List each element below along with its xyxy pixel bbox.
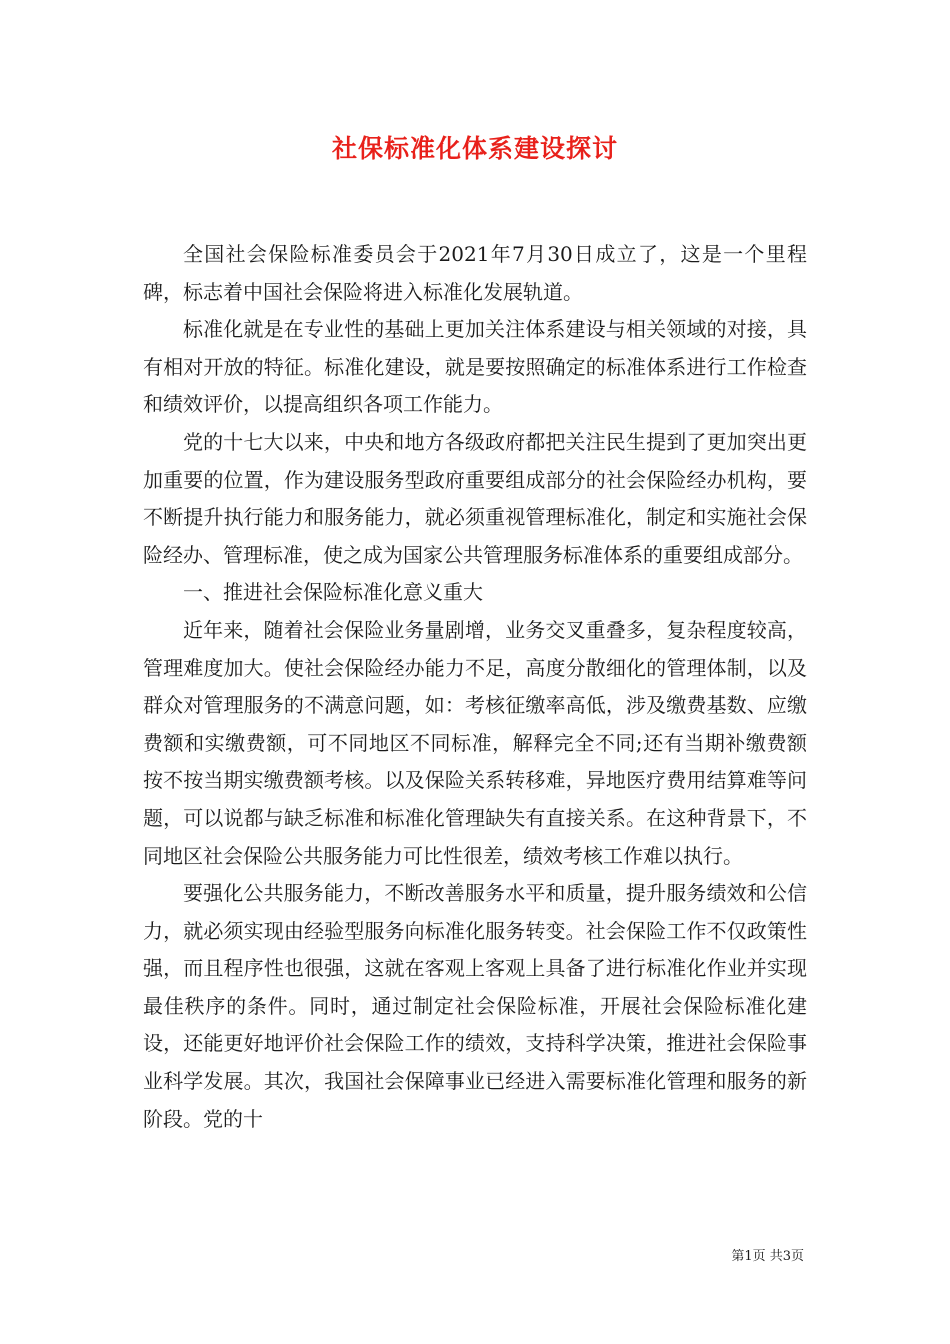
document-title: 社保标准化体系建设探讨 [331, 134, 618, 163]
paragraph: 近年来，随着社会保险业务量剧增，业务交叉重叠多，复杂程度较高，管理难度加大。使社会保险经办能力不足，高度分散细化的管理体制，以及群众对管理服务的不满意问题，如：考核征缴率高低，涉及缴费基数、应缴费额和实缴费额，可不同地区不同标准，解释完全不同;还有当期补缴费额按不按当期实缴费额考核。以及保险关系转移难，异地医疗费用结算难等问题，可以说都与缺乏标准和标准化管理缺失有直接关系。在这种背景下，不同地区社会保险公共服务能力可比性很差，绩效考核工作难以执行。 [143, 617, 807, 868]
section-heading: 一、推进社会保险标准化意义重大 [183, 580, 483, 605]
paragraph: 标准化就是在专业性的基础上更加关注体系建设与相关领域的对接，具有相对开放的特征。标准化建设，就是要按照确定的标准体系进行工作检查和绩效评价，以提高组织各项工作能力。 [143, 317, 807, 417]
page-number: 第1页 共3页 [731, 1249, 804, 1264]
paragraph: 要强化公共服务能力，不断改善服务水平和质量，提升服务绩效和公信力，就必须实现由经验型服务向标准化服务转变。社会保险工作不仅政策性强，而且程序性也很强，这就在客观上客观上具备了进行标准化作业并实现最佳秩序的条件。同时，通过制定社会保险标准，开展社会保险标准化建设，还能更好地评价社会保险工作的绩效，支持科学决策，推进社会保险事业科学发展。其次，我国社会保障事业已经进入需要标准化管理和服务的新阶段。党的十 [143, 881, 807, 1131]
paragraph: 全国社会保险标准委员会于2021年7月30日成立了，这是一个里程碑，标志着中国社会保险将进入标准化发展轨道。 [143, 242, 807, 304]
document-body [143, 236, 807, 1138]
paragraph: 党的十七大以来，中央和地方各级政府都把关注民生提到了更加突出更加重要的位置，作为建设服务型政府重要组成部分的社会保险经办机构，要不断提升执行能力和服务能力，就必须重视管理标准化，制定和实施社会保险经办、管理标准，使之成为国家公共管理服务标准体系的重要组成部分。 [143, 429, 807, 567]
